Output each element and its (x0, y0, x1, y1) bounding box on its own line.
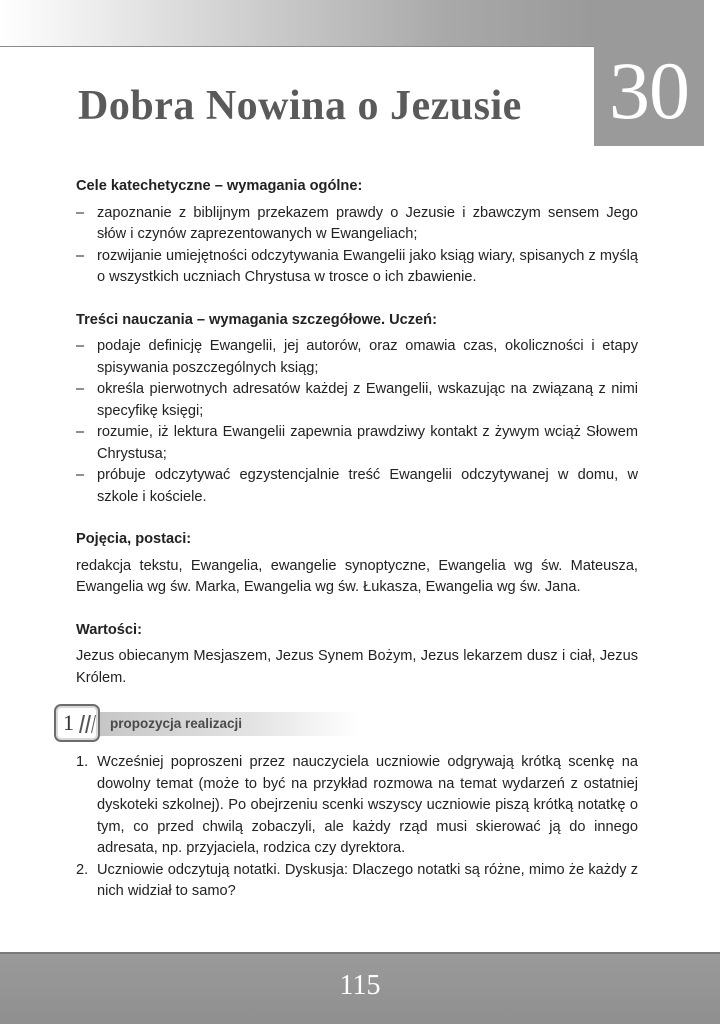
step-number: 2. (76, 861, 89, 878)
header-band (0, 0, 594, 47)
list-item: – podaje definicję Ewangelii, jej autorów, oraz omawia czas, okoliczności i etapy spisywania poszczególnych ksiąg; (76, 336, 638, 379)
section-heading-tresci: Treści nauczania – wymagania szczegółowe. Uczeń: (76, 311, 437, 328)
step-text: Wcześniej poproszeni przez nauczyciela uczniowie odgrywają krótką scenkę na dowolny temat (może to być na przykład rozmowa na temat wydarzeń z ostatniej dyskoteki szkolnej). Po obejrzeniu scenki wszyscy uczniowie piszą krótką notatkę o tym, co przed chwilą zobaczyli, ale każdy rząd musi skierować ją do innego adresata, np. przyjaciela, rodzica czy dyrektora. (97, 754, 638, 856)
chapter-number: 30 (609, 45, 689, 136)
tresci-list (76, 336, 638, 508)
list-item: – zapoznanie z biblijnym przekazem prawdy o Jezusie i zbawczym sensem Jego słów i czynów zaprezentowanych w Ewangeliach; (76, 203, 638, 246)
proposal-bar (100, 712, 360, 736)
step-text: Uczniowie odczytują notatki. Dyskusja: Dlaczego notatki są różne, mimo że każdy z nich widział to samo? (97, 861, 638, 899)
list-item (76, 860, 638, 903)
proposal-number: 1 (63, 710, 74, 735)
step-number: 1. (76, 754, 89, 770)
footer-band (0, 952, 720, 1024)
chapter-box (594, 0, 704, 146)
main-content (76, 176, 638, 689)
cele-list (76, 203, 638, 289)
list-item: – rozwijanie umiejętności odczytywania Ewangelii jako ksiąg wiary, spisanych z myślą o wszystkich uczniach Chrystusa w trosce o ich zbawienie. (76, 246, 638, 289)
list-item: – rozumie, iż lektura Ewangelii zapewnia prawdziwy kontakt z żywym wciąż Słowem Chrystusa; (76, 422, 638, 465)
proposal-header (54, 704, 374, 744)
section-heading-wartosci: Wartości: (76, 621, 142, 638)
list-item (76, 752, 638, 860)
page-title: Dobra Nowina o Jezusie (78, 83, 522, 129)
page-number: 115 (339, 970, 381, 1001)
cards-icon (77, 713, 97, 735)
list-item: – próbuje odczytywać egzystencjalnie treść Ewangelii odczytywanej w domu, w szkole i kościele. (76, 465, 638, 508)
section-heading-pojecia: Pojęcia, postaci: (76, 531, 192, 547)
proposal-badge (54, 704, 100, 742)
list-item: – określa pierwotnych adresatów każdej z Ewangelii, wskazując na związaną z nimi specyfikę księgi; (76, 379, 638, 422)
proposal-label: propozycja realizacji (110, 716, 243, 731)
section-heading-cele: Cele katechetyczne – wymagania ogólne: (76, 178, 363, 194)
steps-list (76, 752, 638, 903)
pojecia-text: redakcja tekstu, Ewangelia, ewangelie synoptyczne, Ewangelia wg św. Mateusza, Ewangelia wg św. Marka, Ewangelia wg św. Łukasza, Ewangelia wg św. Jana. (76, 557, 638, 595)
wartosci-text: Jezus obiecanym Mesjaszem, Jezus Synem Bożym, Jezus lekarzem dusz i ciał, Jezus Królem. (76, 648, 638, 686)
